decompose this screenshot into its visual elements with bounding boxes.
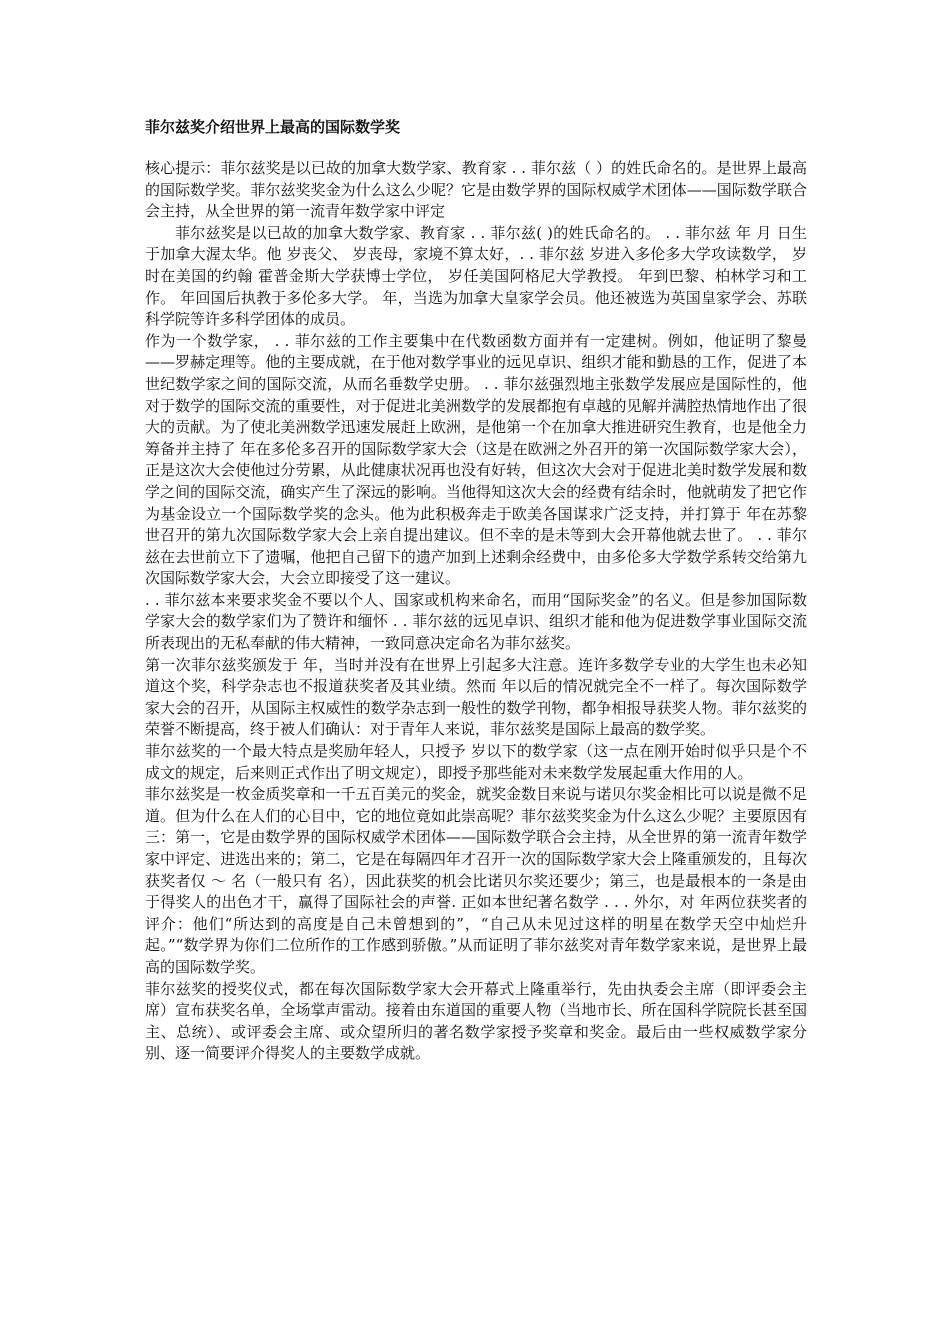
body-paragraph: 菲尔兹奖是以已故的加拿大数学家、教育家 . . 菲尔兹( )的姓氏命名的。 . . 菲尔兹 年 月 日生于加拿大渥太华。他 岁丧父、 岁丧母，家境不算太好，. . 菲尔兹 岁进入多伦多大学攻读数学， 岁时在美国的约翰 霍普金斯大学获博士学位， 岁任美国阿格尼大学教授。 年到巴黎、柏林学习和工作。 年回国后执教于多伦多大学。 年，当选为加拿大皇家学会员。他还被选为英国皇家学会、苏联科学院等许多科学团体的成员。 — [145, 223, 807, 329]
body-paragraph: 核心提示：菲尔兹奖是以已故的加拿大数学家、教育家 . . 菲尔兹（ ）的姓氏命名的。是世界上最高的国际数学奖。菲尔兹奖奖金为什么这么少呢？它是由数学界的国际权威学术团体——国际数学联合会主持，从全世界的第一流青年数学家中评定 — [145, 159, 807, 221]
body-paragraph: . . 菲尔兹本来要求奖金不要以个人、国家或机构来命名，而用“国际奖金”的名义。但是参加国际数学家大会的数学家们为了赞许和缅怀 . . 菲尔兹的远见卓识、组织才能和他为促进数学事业国际交流所表现出的无私奉献的伟大精神，一致同意决定命名为菲尔兹奖。 — [145, 590, 807, 653]
body-paragraph: 菲尔兹奖的一个最大特点是奖励年轻人，只授予 岁以下的数学家（这一点在刚开始时似乎只是个不成文的规定，后来则正式作出了明文规定），即授予那些能对未来数学发展起重大作用的人。 — [145, 742, 807, 782]
document-title: 菲尔兹奖介绍世界上最高的国际数学奖 — [145, 118, 401, 136]
body-paragraph: 菲尔兹奖是一枚金质奖章和一千五百美元的奖金，就奖金数目来说与诺贝尔奖金相比可以说是微不足道。但为什么在人们的心目中，它的地位竟如此崇高呢？菲尔兹奖奖金为什么这么少呢？主要原因有三：第一，它是由数学界的国际权威学术团体——国际数学联合会主持，从全世界的第一流青年数学家中评定、进选出来的；第二，它是在每隔四年才召开一次的国际数学家大会上隆重颁发的，且每次获奖者仅 ～ 名（一般只有 名），因此获奖的机会比诺贝尔奖还要少；第三，也是最根本的一条是由于得奖人的出色才干，赢得了国际社会的声誉. 正如本世纪著名数学 . . . 外尔，对 年两位获奖者的评介：他们“所达到的高度是自己未曾想到的”，“自己从未见过这样的明星在数学天空中灿烂升起。”“数学界为你们二位所作的工作感到骄傲。”从而证明了菲尔兹奖对青年数学家来说，是世界上最高的国际数学奖。 — [145, 785, 807, 976]
body-paragraph: 作为一个数学家， . . 菲尔兹的工作主要集中在代数函数方面并有一定建树。例如，他证明了黎曼——罗赫定理等。他的主要成就，在于他对数学事业的远见卓识、组织才能和勤恳的工作，促进了本世纪数学家之间的国际交流，从而名垂数学史册。 . . 菲尔兹强烈地主张数学发展应是国际性的，他对于数学的国际交流的重要性，对于促进北美洲数学的发展都抱有卓越的见解并满腔热情地作出了很大的贡献。为了使北美洲数学迅速发展赶上欧洲，是他第一个在加拿大推进研究生教育，也是他全力筹备并主持了 年在多伦多召开的国际数学家大会（这是在欧洲之外召开的第一次国际数学家大会），正是这次大会使他过分劳累，从此健康状况再也没有好转，但这次大会对于促进北美时数学发展和数学之间的国际交流，确实产生了深远的影响。当他得知这次大会的经费有结余时，他就萌发了把它作为基金设立一个国际数学奖的念头。他为此积极奔走于欧美各国谋求广泛支持，并打算于 年在苏黎世召开的第九次国际数学家大会上亲自提出建议。但不幸的是未等到大会开幕他就去世了。 . . 菲尔兹在去世前立下了遗嘱，他把自己留下的遗产加到上述剩余经费中，由多伦多大学数学系转交给第九次国际数学家大会，大会立即接受了这一建议。 — [145, 331, 807, 588]
document-body — [145, 158, 807, 1065]
body-paragraph: 第一次菲尔兹奖颁发于 年，当时并没有在世界上引起多大注意。连许多数学专业的大学生也未必知道这个奖，科学杂志也不报道获奖者及其业绩。然而 年以后的情况就完全不一样了。每次国际数学家大会的召开，从国际主权威性的数学杂志到一般性的数学刊物，都争相报导获奖人物。菲尔兹奖的荣誉不断提高，终于被人们确认：对于青年人来说，菲尔兹奖是国际上最高的数学奖。 — [145, 655, 807, 739]
body-paragraph: 菲尔兹奖的授奖仪式，都在每次国际数学家大会开幕式上隆重举行，先由执委会主席（即评委会主席）宣布获奖名单，全场掌声雷动。接着由东道国的重要人物（当地市长、所在国科学院院长甚至国主、总统）、或评委会主席、或众望所归的著名数学家授予奖章和奖金。最后由一些权威数学家分别、逐一简要评介得奖人的主要数学成就。 — [145, 979, 807, 1063]
